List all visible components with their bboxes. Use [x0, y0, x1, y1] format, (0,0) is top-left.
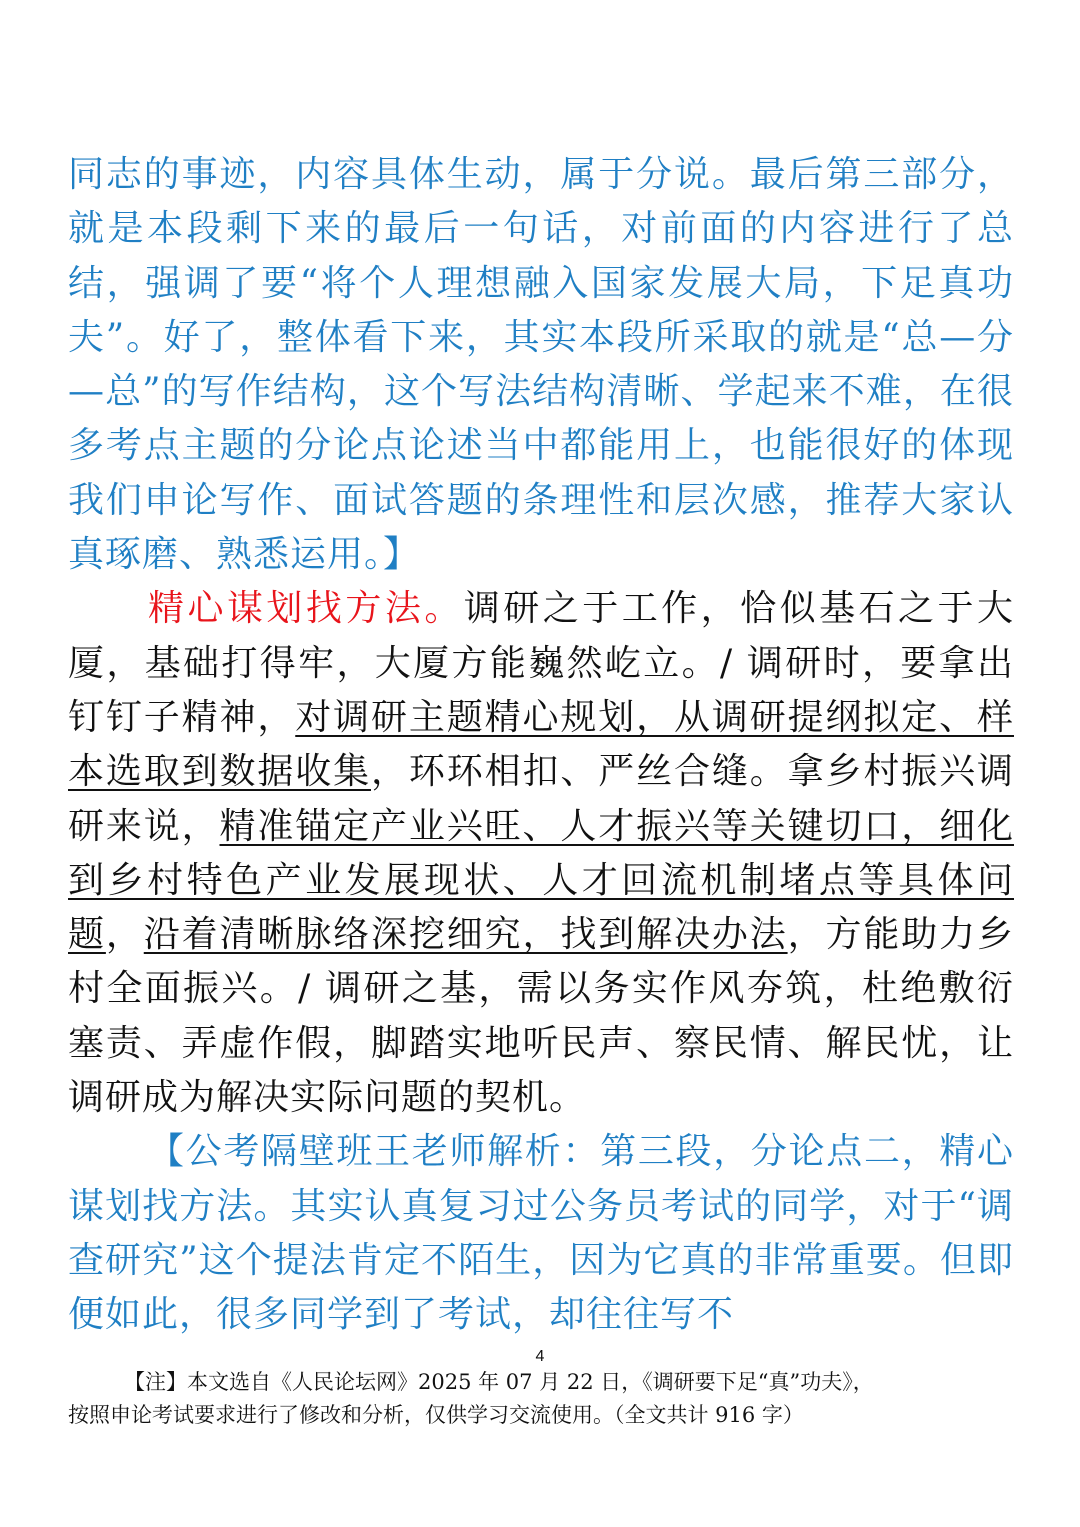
section-heading: 精心谋划找方法。 [148, 588, 464, 630]
analysis-text-2: 【公考隔壁班王老师解析：第三段，分论点二，精心谋划找方法。其实认真复习过公务员考试的同学，对于“调查研究”这个提法肯定不陌生，因为它真的非常重要。但即便如此，很多同学到了考试，却往往写不 [68, 1131, 1014, 1336]
body-text-3: ， [105, 914, 144, 956]
underlined-text-1: 对调研主题精心规划，从调研提纲拟定、样本选取到数据收集 [68, 696, 1014, 793]
footnote [68, 1366, 1028, 1432]
analysis-paragraph-continued [68, 148, 1014, 582]
body-text-1: 调研之于工作，恰似基石之于大厦，基础打得牢，大厦方能巍然屹立。/ 调研时，要拿出钉钉子精神， [68, 588, 1014, 738]
body-text-4: ，方能助力乡村全面振兴。/ 调研之基，需以务实作风夯筑，杜绝敷衍塞责、弄虚作假，脚踏实地听民声、察民情、解民忧，让调研成为解决实际问题的契机。 [68, 914, 1014, 1119]
footnote-line-1: 【注】本文选自《人民论坛网》2025 年 07 月 22 日，《调研要下足“真”功夫》， [124, 1370, 874, 1394]
underlined-text-3: 沿着清晰脉络深挖细究，找到解决办法 [143, 914, 788, 956]
underlined-text-2: 精准锚定产业兴旺、人才振兴等关键切口，细化到乡村特色产业发展现状、人才回流机制堵点等具体问题 [68, 805, 1014, 956]
page-number: 4 [535, 1348, 545, 1365]
body-text-2: ，环环相扣、严丝合缝。拿乡村振兴调研来说， [68, 751, 1014, 847]
analysis-text: 同志的事迹，内容具体生动，属于分说。最后第三部分，就是本段剩下来的最后一句话，对前面的内容进行了总结，强调了要“将个人理想融入国家发展大局，下足真功夫”。好了，整体看下来，其实本段所采取的就是“总—分—总”的写作结构，这个写法结构清晰、学起来不难，在很多考点主题的分论点论述当中都能用上，也能很好的体现我们申论写作、面试答题的条理性和层次感，推荐大家认真琢磨、熟悉运用。】 [68, 154, 1014, 576]
analysis-paragraph [68, 1125, 1014, 1342]
content-area [68, 148, 1014, 1343]
footnote-line-2: 按照申论考试要求进行了修改和分析，仅供学习交流使用。（全文共计 916 字） [68, 1403, 804, 1427]
body-paragraph [68, 582, 1014, 1125]
